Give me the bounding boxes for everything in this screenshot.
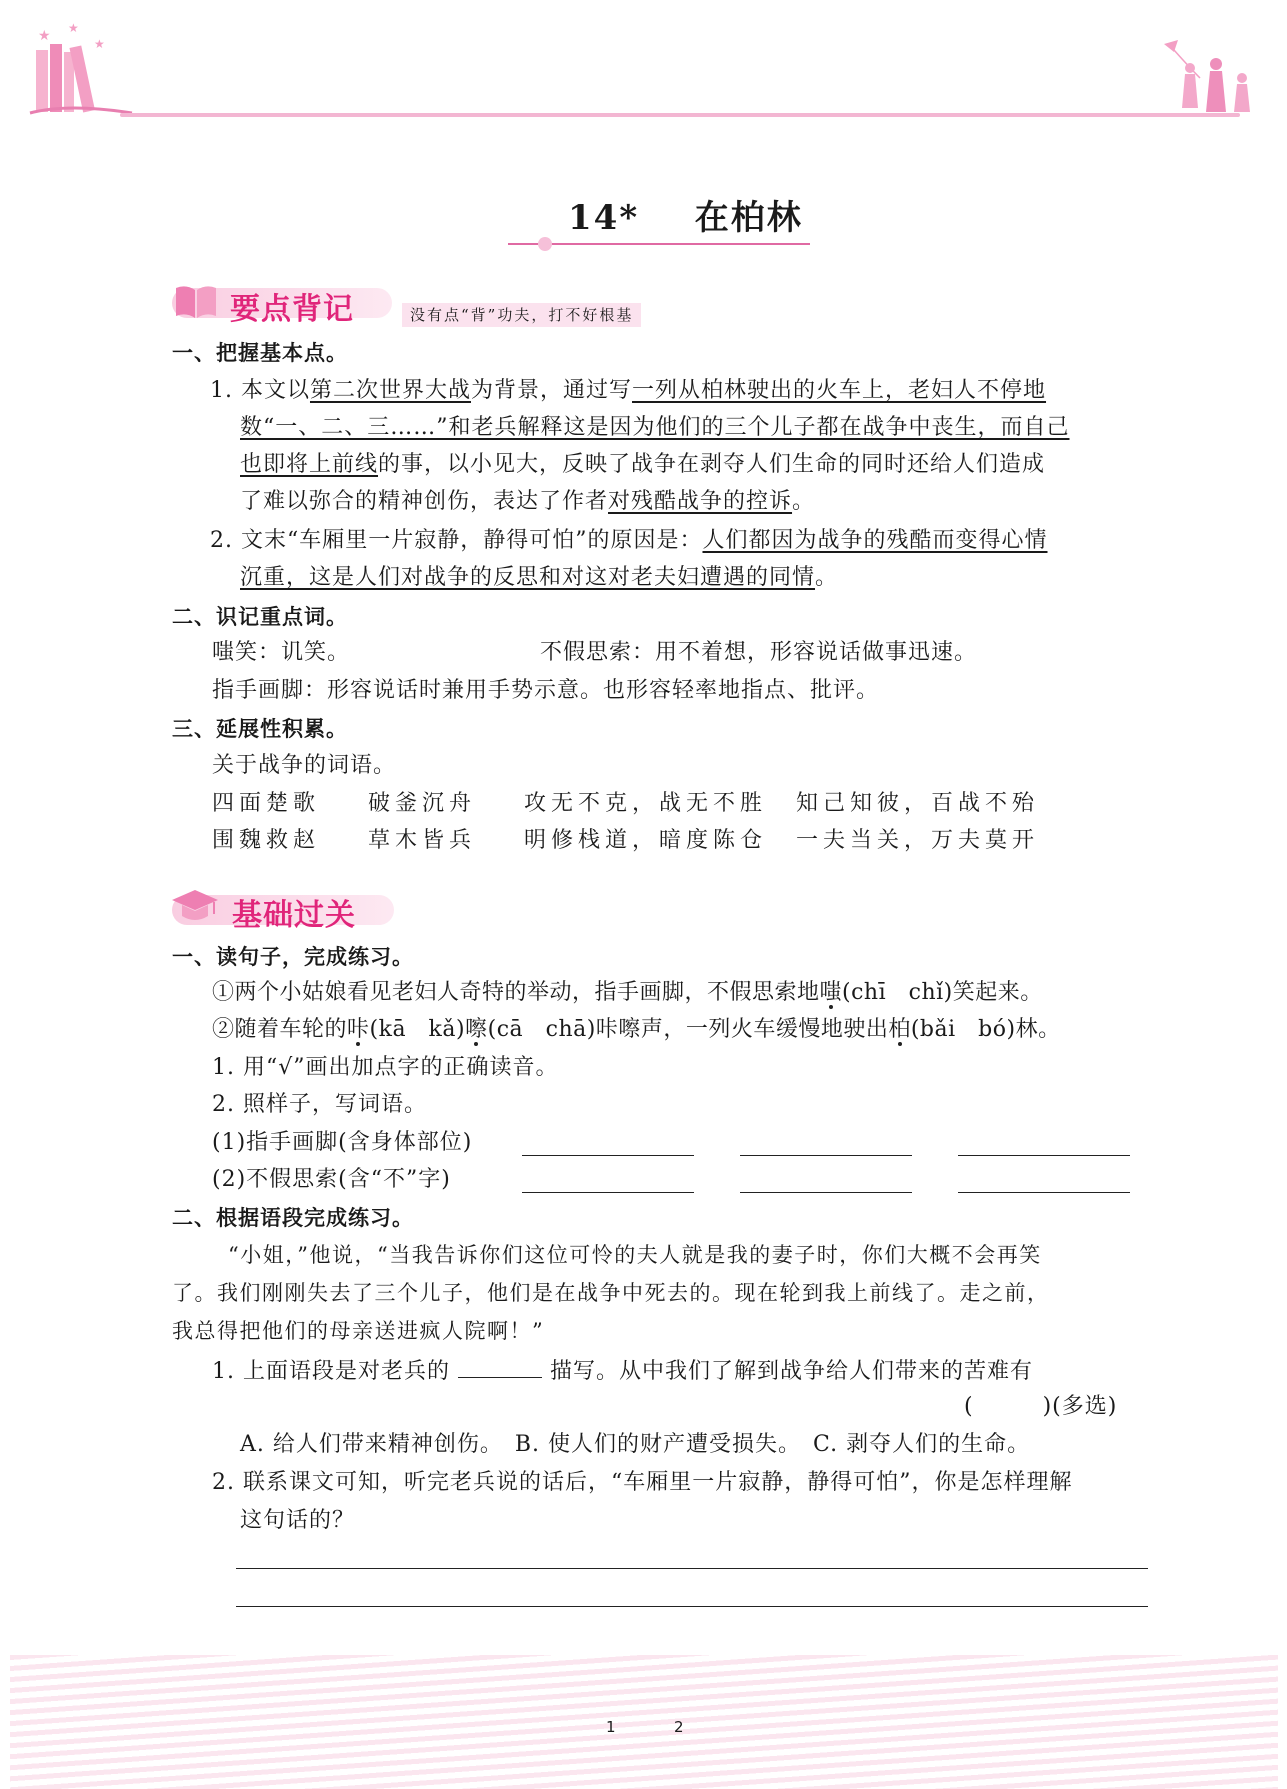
idiom: 明修栈道，暗度陈仓 — [524, 828, 768, 853]
lesson-name: 在柏林 — [694, 198, 803, 238]
q1-sub2b: (2)不假思索(含“不”字) — [212, 1167, 451, 1192]
section1-slogan: 没有点“背”功夫，打不好根基 — [402, 303, 641, 327]
answer-reason: 人们都因为战争的残酷而变得心情 — [702, 528, 1048, 553]
word-bujiasisuo: 不假思索：用不着想，形容说话做事迅速。 — [540, 640, 978, 665]
point2-line1: 2. 文末“车厢里一片寂静，静得可怕”的原因是：人们都因为战争的残酷而变得心情 — [210, 528, 1048, 553]
answer-blank[interactable] — [522, 1170, 694, 1193]
q2-heading: 二、根据语段完成练习。 — [172, 1206, 414, 1230]
answer-line[interactable] — [236, 1606, 1148, 1607]
point1-line1: 1. 本文以第二次世界大战为背景，通过写一列从柏林驶出的火车上，老妇人不停地 — [210, 378, 1047, 403]
answer-blank[interactable] — [740, 1170, 912, 1193]
answer-train: 一列从柏林驶出的火车上，老妇人不停地 — [632, 378, 1047, 403]
title-underline — [508, 243, 810, 245]
idiom: 知己知彼，百战不殆 — [796, 791, 1040, 816]
part3-heading: 三、延展性积累。 — [172, 717, 348, 741]
graduation-cap-icon — [170, 884, 220, 928]
footer-stripes — [10, 1655, 1278, 1789]
q1-sub2a: (1)指手画脚(含身体部位) — [212, 1130, 473, 1155]
svg-text:★: ★ — [38, 28, 51, 44]
children-kite-illustration — [1160, 38, 1260, 118]
title-underline-dot — [538, 237, 552, 251]
q1-heading: 一、读句子，完成练习。 — [172, 945, 414, 969]
point2-line2: 沉重，这是人们对战争的反思和对这对老夫妇遭遇的同情。 — [240, 565, 839, 590]
idiom: 围魏救赵 — [212, 828, 321, 853]
idiom: 攻无不克，战无不胜 — [524, 791, 768, 816]
point1-line4: 了难以弥合的精神创伤，表达了作者对残酷战争的控诉。 — [240, 489, 816, 514]
part2-heading: 二、识记重点词。 — [172, 605, 348, 629]
q1-sub2: 2. 照样子，写词语。 — [212, 1092, 427, 1117]
q1-sub1: 1. 用“√”画出加点字的正确读音。 — [212, 1055, 559, 1080]
passage-line: 我总得把他们的母亲送进疯人院啊！” — [172, 1319, 545, 1343]
answer-ww2: 第二次世界大战 — [309, 378, 471, 403]
idiom: 破釜沉舟 — [368, 791, 477, 816]
books-logo — [28, 18, 138, 118]
dotted-char-bai: 柏 — [888, 1017, 911, 1042]
q2-sub1: 1. 上面语段是对老兵的 描写。从中我们了解到战争给人们带来的苦难有 — [212, 1355, 1033, 1387]
answer-blank[interactable] — [740, 1133, 912, 1156]
dotted-char-ca: 嚓 — [465, 1017, 488, 1042]
part1-heading: 一、把握基本点。 — [172, 341, 348, 365]
sentence-1: ①两个小姑娘看见老妇人奇特的举动，指手画脚，不假思索地嗤(chī chǐ)笑起来。 — [212, 980, 1043, 1005]
idiom: 草木皆兵 — [368, 828, 477, 853]
passage-line: “小姐，”他说，“当我告诉你们这位可怜的夫人就是我的妻子时，你们大概不会再笑 — [228, 1243, 1042, 1267]
word-zhishouhuajiao: 指手画脚：形容说话时兼用手势示意。也形容轻率地指点、批评。 — [212, 678, 880, 703]
page-number-right: 2 — [674, 1718, 684, 1736]
idiom: 一夫当关，万夫莫开 — [796, 828, 1040, 853]
section1-heading: 要点背记 — [230, 292, 354, 327]
page-number-left: 1 — [606, 1718, 616, 1736]
dotted-char-chi: 嗤 — [819, 980, 843, 1005]
answer-theme: 对残酷战争的控诉 — [608, 489, 793, 514]
header-divider — [120, 113, 1240, 117]
dotted-char-ka: 咔 — [347, 1017, 370, 1042]
answer-blank[interactable] — [958, 1170, 1130, 1193]
answer-line[interactable] — [236, 1568, 1148, 1569]
sentence-2: ②随着车轮的咔(kā kǎ)嚓(cā chā)咔嚓声，一列火车缓慢地驶出柏(bǎi bó)林。 — [212, 1017, 1061, 1042]
q2-sub1-choice[interactable]: ( )(多选) — [964, 1394, 1118, 1419]
idiom: 四面楚歌 — [212, 791, 321, 816]
section2-heading: 基础过关 — [232, 898, 356, 933]
open-book-icon — [172, 282, 220, 322]
point1-line2: 数“一、二、三……”和老兵解释这是因为他们的三个儿子都在战争中丧生，而自己 — [240, 415, 1070, 440]
extension-intro: 关于战争的词语。 — [212, 753, 397, 778]
lesson-number: 14* — [568, 198, 640, 238]
svg-text:★: ★ — [94, 37, 105, 51]
answer-blank[interactable] — [458, 1355, 542, 1378]
answer-blank[interactable] — [958, 1133, 1130, 1156]
q2-sub2b: 这句话的？ — [240, 1508, 356, 1533]
lesson-title — [568, 198, 803, 238]
passage-line: 了。我们刚刚失去了三个儿子，他们是在战争中死去的。现在轮到我上前线了。走之前， — [172, 1281, 1050, 1305]
word-chixiao: 嗤笑：讥笑。 — [212, 640, 351, 665]
svg-text:★: ★ — [68, 21, 79, 35]
q2-options: A. 给人们带来精神创伤。 B. 使人们的财产遭受损失。 C. 剥夺人们的生命。 — [240, 1432, 1031, 1457]
point1-line3: 也即将上前线的事，以小见大，反映了战争在剥夺人们生命的同时还给人们造成 — [240, 452, 1046, 477]
q2-sub2: 2. 联系课文可知，听完老兵说的话后，“车厢里一片寂静，静得可怕”，你是怎样理解 — [212, 1470, 1073, 1495]
answer-blank[interactable] — [522, 1133, 694, 1156]
